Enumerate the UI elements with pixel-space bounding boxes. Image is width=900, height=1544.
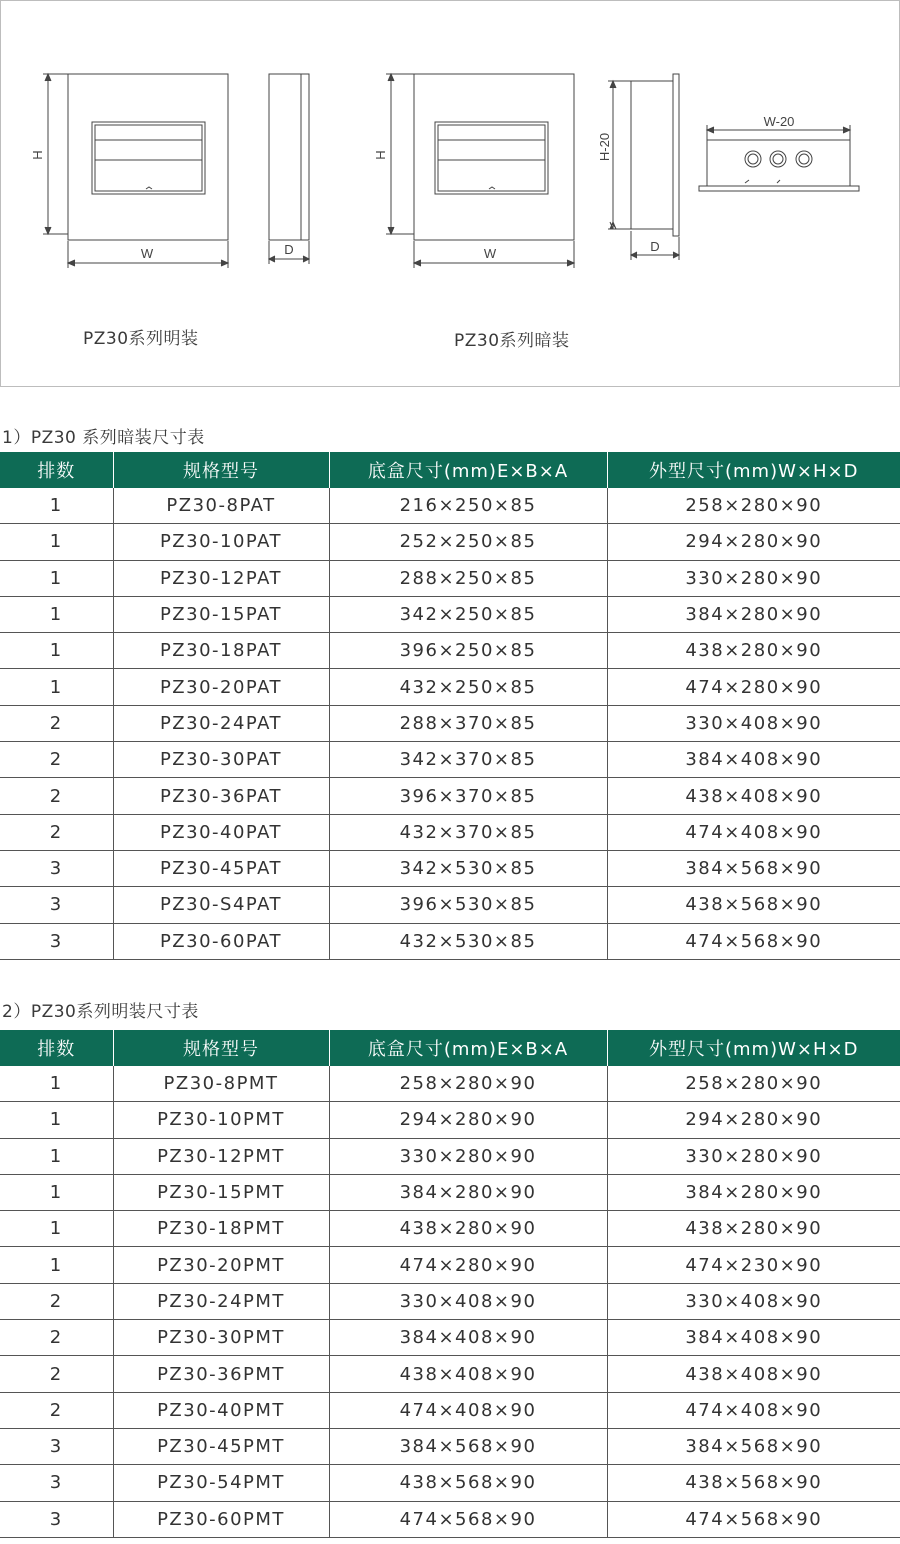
table-row [0,923,900,959]
header-rows: 排数 [0,1030,113,1066]
cell-model: PZ30-S4PAT [113,887,329,923]
cell-model: PZ30-12PMT [113,1138,329,1174]
cell-box-size: 396×530×85 [329,887,607,923]
cell-outer-size: 330×408×90 [607,705,900,741]
cell-model: PZ30-45PAT [113,850,329,886]
flush-caption: PZ30系列暗装 [454,331,570,351]
header-box-size: 底盒尺寸(mm)E×B×A [329,1030,607,1066]
table-row [0,850,900,886]
cell-box-size: 384×408×90 [329,1320,607,1356]
flush-top-view [699,125,859,191]
cell-rows: 3 [0,1428,113,1464]
cell-rows: 1 [0,596,113,632]
surface-h-label: H [30,150,45,160]
cell-outer-size: 294×280×90 [607,524,900,560]
cell-outer-size: 330×280×90 [607,1138,900,1174]
flush-front-view [386,74,574,268]
cell-box-size: 396×250×85 [329,633,607,669]
cell-outer-size: 330×408×90 [607,1283,900,1319]
cell-model: PZ30-10PMT [113,1102,329,1138]
cell-model: PZ30-24PMT [113,1283,329,1319]
table-row [0,814,900,850]
table-row [0,1066,900,1102]
table-row [0,560,900,596]
cell-rows: 3 [0,923,113,959]
table-row [0,1428,900,1464]
table-header-row [0,452,900,488]
cell-rows: 1 [0,1247,113,1283]
header-rows: 排数 [0,452,113,488]
cell-outer-size: 330×280×90 [607,560,900,596]
table-row [0,596,900,632]
cell-model: PZ30-10PAT [113,524,329,560]
cell-box-size: 384×280×90 [329,1174,607,1210]
cell-outer-size: 474×568×90 [607,923,900,959]
cell-rows: 2 [0,705,113,741]
cell-rows: 1 [0,633,113,669]
cell-rows: 1 [0,560,113,596]
table-row [0,1356,900,1392]
cell-box-size: 432×530×85 [329,923,607,959]
cell-outer-size: 474×408×90 [607,1392,900,1428]
table-row [0,1392,900,1428]
header-outer-size: 外型尺寸(mm)W×H×D [607,1030,900,1066]
flush-w20-label: W-20 [763,114,795,129]
cell-outer-size: 474×408×90 [607,814,900,850]
cell-box-size: 432×250×85 [329,669,607,705]
cell-rows: 1 [0,1066,113,1102]
surface-table-title: 2）PZ30系列明装尺寸表 [2,1002,199,1022]
cell-model: PZ30-36PAT [113,778,329,814]
cell-rows: 3 [0,850,113,886]
cell-rows: 2 [0,1392,113,1428]
cell-box-size: 432×370×85 [329,814,607,850]
cell-model: PZ30-12PAT [113,560,329,596]
flush-table-title: 1）PZ30 系列暗装尺寸表 [2,428,205,448]
cell-outer-size: 474×280×90 [607,669,900,705]
cell-rows: 3 [0,1465,113,1501]
cell-model: PZ30-30PAT [113,742,329,778]
cell-model: PZ30-36PMT [113,1356,329,1392]
cell-outer-size: 258×280×90 [607,1066,900,1102]
cell-box-size: 438×408×90 [329,1356,607,1392]
table-row [0,1501,900,1537]
header-outer-size: 外型尺寸(mm)W×H×D [607,452,900,488]
cell-outer-size: 438×568×90 [607,887,900,923]
cell-outer-size: 474×568×90 [607,1501,900,1537]
surface-d-label: D [284,242,294,257]
table-header-row [0,1030,900,1066]
cell-model: PZ30-8PAT [113,488,329,524]
table-row [0,705,900,741]
cell-outer-size: 438×568×90 [607,1465,900,1501]
cell-box-size: 396×370×85 [329,778,607,814]
cell-model: PZ30-18PAT [113,633,329,669]
flush-side-view [608,74,679,260]
cell-box-size: 438×280×90 [329,1211,607,1247]
table-row [0,669,900,705]
cell-box-size: 438×568×90 [329,1465,607,1501]
flush-dimension-table [0,452,900,960]
flush-h20-label: H-20 [597,132,612,162]
table-row [0,742,900,778]
cell-box-size: 294×280×90 [329,1102,607,1138]
cell-box-size: 288×370×85 [329,705,607,741]
table-row [0,524,900,560]
table-row [0,1320,900,1356]
cell-outer-size: 294×280×90 [607,1102,900,1138]
cell-rows: 3 [0,887,113,923]
cell-box-size: 474×408×90 [329,1392,607,1428]
cell-box-size: 342×370×85 [329,742,607,778]
cell-box-size: 258×280×90 [329,1066,607,1102]
cell-outer-size: 438×408×90 [607,778,900,814]
table-row [0,1247,900,1283]
header-model: 规格型号 [113,452,329,488]
cell-model: PZ30-40PAT [113,814,329,850]
cell-model: PZ30-18PMT [113,1211,329,1247]
table-row [0,1211,900,1247]
cell-outer-size: 474×230×90 [607,1247,900,1283]
table-row [0,1138,900,1174]
cell-rows: 2 [0,1283,113,1319]
cell-box-size: 330×280×90 [329,1138,607,1174]
table-row [0,887,900,923]
table-row [0,1283,900,1319]
cell-model: PZ30-20PAT [113,669,329,705]
header-model: 规格型号 [113,1030,329,1066]
flush-w-label: W [483,246,497,261]
cell-rows: 1 [0,1174,113,1210]
cell-rows: 2 [0,814,113,850]
cell-box-size: 342×530×85 [329,850,607,886]
surface-side-view [269,74,309,264]
cell-model: PZ30-24PAT [113,705,329,741]
cell-outer-size: 438×280×90 [607,633,900,669]
table-row [0,1102,900,1138]
dimension-diagram-panel [0,0,900,387]
surface-dimension-table [0,1030,900,1538]
cell-box-size: 288×250×85 [329,560,607,596]
cell-outer-size: 384×280×90 [607,596,900,632]
cell-model: PZ30-54PMT [113,1465,329,1501]
cell-box-size: 252×250×85 [329,524,607,560]
cell-rows: 1 [0,1138,113,1174]
cell-model: PZ30-40PMT [113,1392,329,1428]
cell-rows: 1 [0,1102,113,1138]
cell-model: PZ30-15PMT [113,1174,329,1210]
surface-front-view [43,74,228,268]
table-row [0,633,900,669]
cell-box-size: 384×568×90 [329,1428,607,1464]
cell-box-size: 342×250×85 [329,596,607,632]
cell-model: PZ30-20PMT [113,1247,329,1283]
cell-outer-size: 384×568×90 [607,850,900,886]
cell-model: PZ30-8PMT [113,1066,329,1102]
cell-box-size: 474×280×90 [329,1247,607,1283]
cell-outer-size: 384×408×90 [607,742,900,778]
header-box-size: 底盒尺寸(mm)E×B×A [329,452,607,488]
table-row [0,1174,900,1210]
cell-box-size: 216×250×85 [329,488,607,524]
cell-outer-size: 438×408×90 [607,1356,900,1392]
cell-rows: 1 [0,524,113,560]
cell-rows: 1 [0,1211,113,1247]
table-row [0,1465,900,1501]
cell-rows: 2 [0,742,113,778]
cell-outer-size: 384×408×90 [607,1320,900,1356]
surface-w-label: W [140,246,154,261]
cell-outer-size: 384×568×90 [607,1428,900,1464]
cell-rows: 3 [0,1501,113,1537]
cell-rows: 2 [0,778,113,814]
surface-caption: PZ30系列明装 [83,329,199,349]
cell-box-size: 474×568×90 [329,1501,607,1537]
cell-model: PZ30-15PAT [113,596,329,632]
cell-outer-size: 258×280×90 [607,488,900,524]
cell-model: PZ30-60PAT [113,923,329,959]
cell-model: PZ30-45PMT [113,1428,329,1464]
cell-rows: 2 [0,1320,113,1356]
cell-rows: 2 [0,1356,113,1392]
cell-rows: 1 [0,488,113,524]
flush-h-label: H [373,150,388,160]
cell-rows: 1 [0,669,113,705]
cell-outer-size: 438×280×90 [607,1211,900,1247]
cell-box-size: 330×408×90 [329,1283,607,1319]
flush-d-label: D [650,239,660,254]
table-row [0,778,900,814]
cell-outer-size: 384×280×90 [607,1174,900,1210]
cell-model: PZ30-30PMT [113,1320,329,1356]
cell-model: PZ30-60PMT [113,1501,329,1537]
table-row [0,488,900,524]
